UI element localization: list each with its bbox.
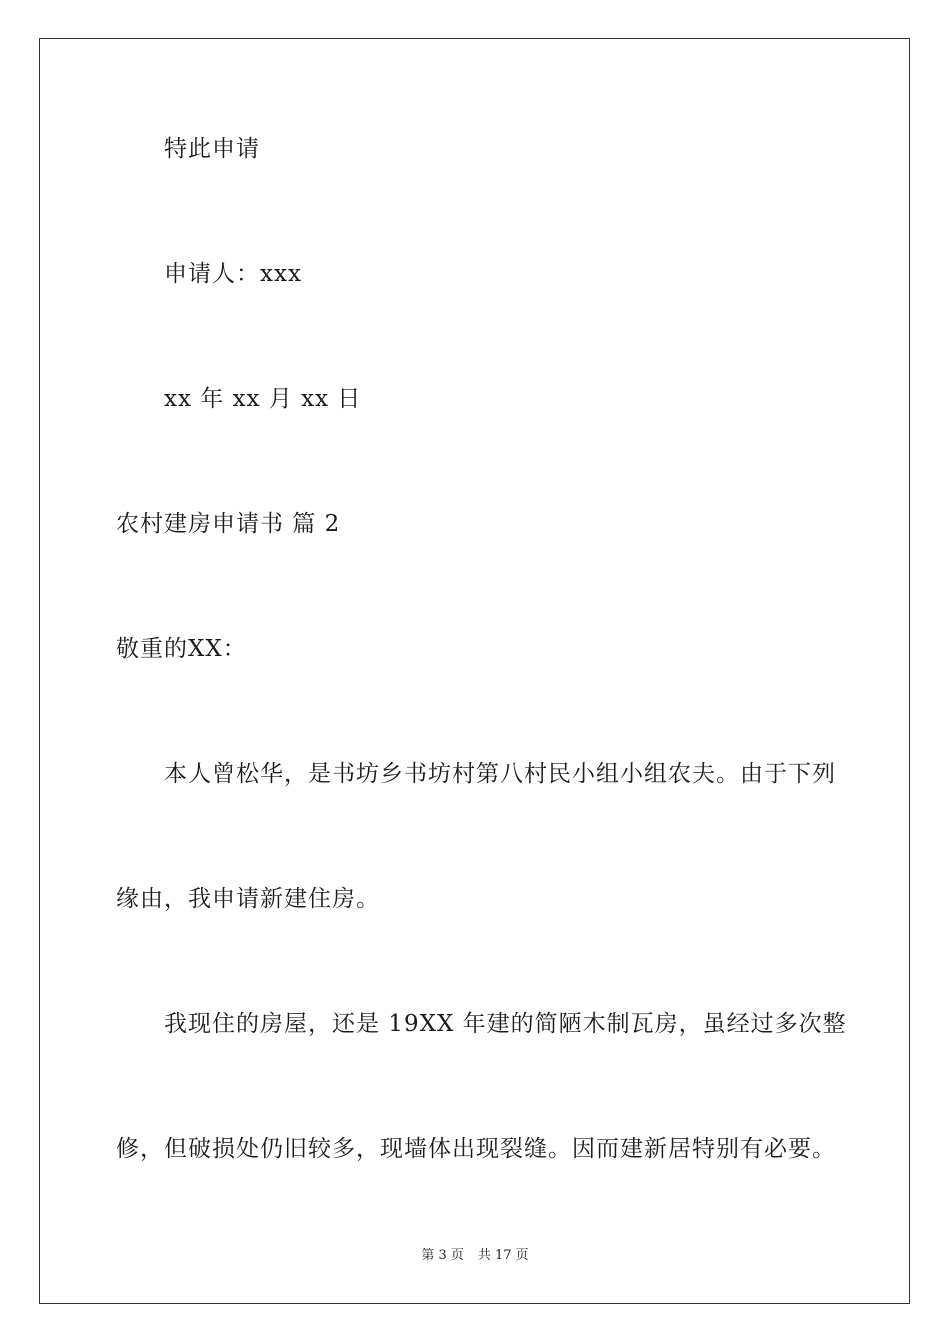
page-number: 第 3 页: [421, 1248, 464, 1263]
section-heading: 农村建房申请书 篇 2: [116, 511, 341, 537]
paragraph-1-line-1: 本人曾松华，是书坊乡书坊村第八村民小组小组农夫。由于下列: [164, 761, 836, 787]
closing-text: 特此申请: [164, 136, 260, 162]
date-line: xx 年 xx 月 xx 日: [164, 386, 362, 412]
page-border: [39, 38, 910, 1304]
salutation: 敬重的XX：: [116, 636, 247, 662]
paragraph-1-line-2: 缘由，我申请新建住房。: [116, 886, 380, 912]
paragraph-2-line-2: 修，但破损处仍旧较多，现墙体出现裂缝。因而建新居特别有必要。: [116, 1136, 836, 1162]
page-footer: [0, 1246, 950, 1266]
paragraph-2-line-1: 我现住的房屋，还是 19XX 年建的简陋木制瓦房，虽经过多次整: [164, 1011, 847, 1037]
applicant-line: 申请人：xxx: [164, 261, 302, 287]
page-total: 共 17 页: [477, 1248, 529, 1263]
